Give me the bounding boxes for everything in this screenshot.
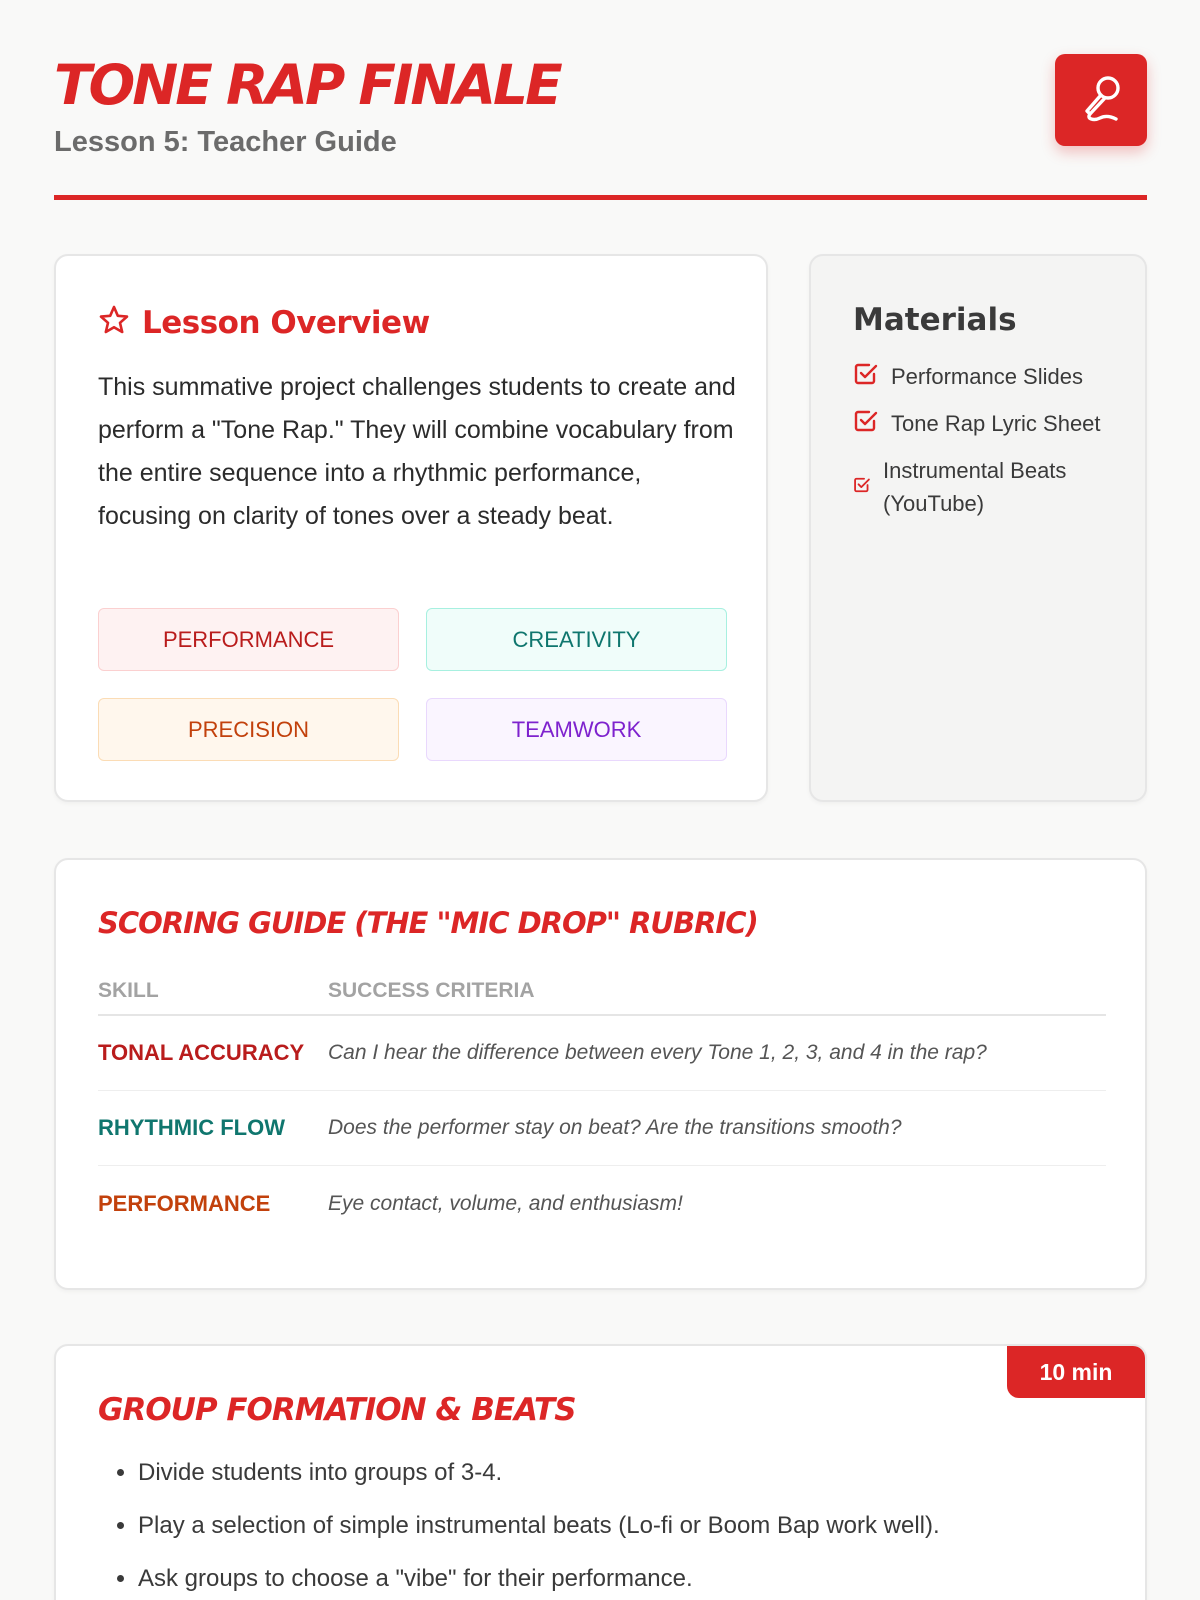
tag-performance: PERFORMANCE: [98, 608, 399, 671]
scoring-guide-title: SCORING GUIDE (THE "MIC DROP" RUBRIC): [98, 906, 758, 940]
tag-precision: PRECISION: [98, 698, 399, 761]
column-header-criteria: SUCCESS CRITERIA: [328, 979, 535, 1002]
table-row: [98, 1091, 1106, 1166]
lesson-overview-card: [54, 254, 768, 802]
rubric-criteria: Can I hear the difference between every Tone 1, 2, 3, and 4 in the rap?: [328, 1041, 987, 1064]
checkbox-icon: [853, 476, 871, 499]
group-formation-card: [54, 1344, 1147, 1600]
duration-badge: 10 min: [1007, 1346, 1145, 1398]
lesson-overview-text: This summative project challenges students to create and perform a "Tone Rap." They will combine vocabulary from the entire sequence into a rhythmic performance, focusing on clarity of tones over a steady beat.: [98, 373, 736, 530]
tag-teamwork: TEAMWORK: [426, 698, 727, 761]
materials-title: Materials: [853, 302, 1017, 338]
lesson-overview-heading: [98, 304, 430, 341]
rubric-skill: PERFORMANCE: [98, 1190, 271, 1216]
column-header-skill: SKILL: [98, 979, 159, 1002]
rubric-criteria: Eye contact, volume, and enthusiasm!: [328, 1191, 683, 1215]
page-subtitle: Lesson 5: Teacher Guide: [54, 126, 397, 158]
list-item: • Play a selection of simple instrumental beats (Lo-fi or Boom Bap work well).: [138, 1511, 1118, 1541]
rubric-skill: RHYTHMIC FLOW: [98, 1115, 285, 1140]
checkbox-icon: [853, 361, 879, 392]
table-row: [98, 1016, 1106, 1091]
list-item: [853, 360, 1113, 393]
table-row: [98, 1166, 1106, 1241]
material-label: Performance Slides: [891, 364, 1083, 389]
rubric-table: [98, 968, 1106, 1241]
rubric-criteria: Does the performer stay on beat? Are the transitions smooth?: [328, 1116, 902, 1139]
material-label: Instrumental Beats (YouTube): [883, 458, 1067, 516]
materials-list: [853, 360, 1113, 534]
page-header: [54, 52, 1147, 200]
scoring-guide-card: [54, 858, 1147, 1290]
group-formation-title: GROUP FORMATION & BEATS: [98, 1392, 576, 1428]
list-item: [853, 454, 1113, 520]
rubric-header-row: [98, 968, 1106, 1016]
checkbox-icon: [853, 408, 879, 439]
materials-card: [809, 254, 1147, 802]
microphone-button[interactable]: [1055, 54, 1147, 146]
star-icon: [98, 304, 130, 341]
rubric-skill: TONAL ACCURACY: [98, 1040, 305, 1065]
page-title: TONE RAP FINALE: [54, 53, 560, 117]
list-item: [853, 407, 1113, 440]
list-item: • Ask groups to choose a "vibe" for their performance.: [138, 1564, 1118, 1594]
list-item: • Divide students into groups of 3-4.: [138, 1458, 1118, 1488]
lesson-overview-title: Lesson Overview: [142, 304, 430, 341]
material-label: Tone Rap Lyric Sheet: [891, 411, 1101, 436]
microphone-icon: [1078, 73, 1124, 128]
group-formation-list: [138, 1458, 1118, 1600]
tag-creativity: CREATIVITY: [426, 608, 727, 671]
